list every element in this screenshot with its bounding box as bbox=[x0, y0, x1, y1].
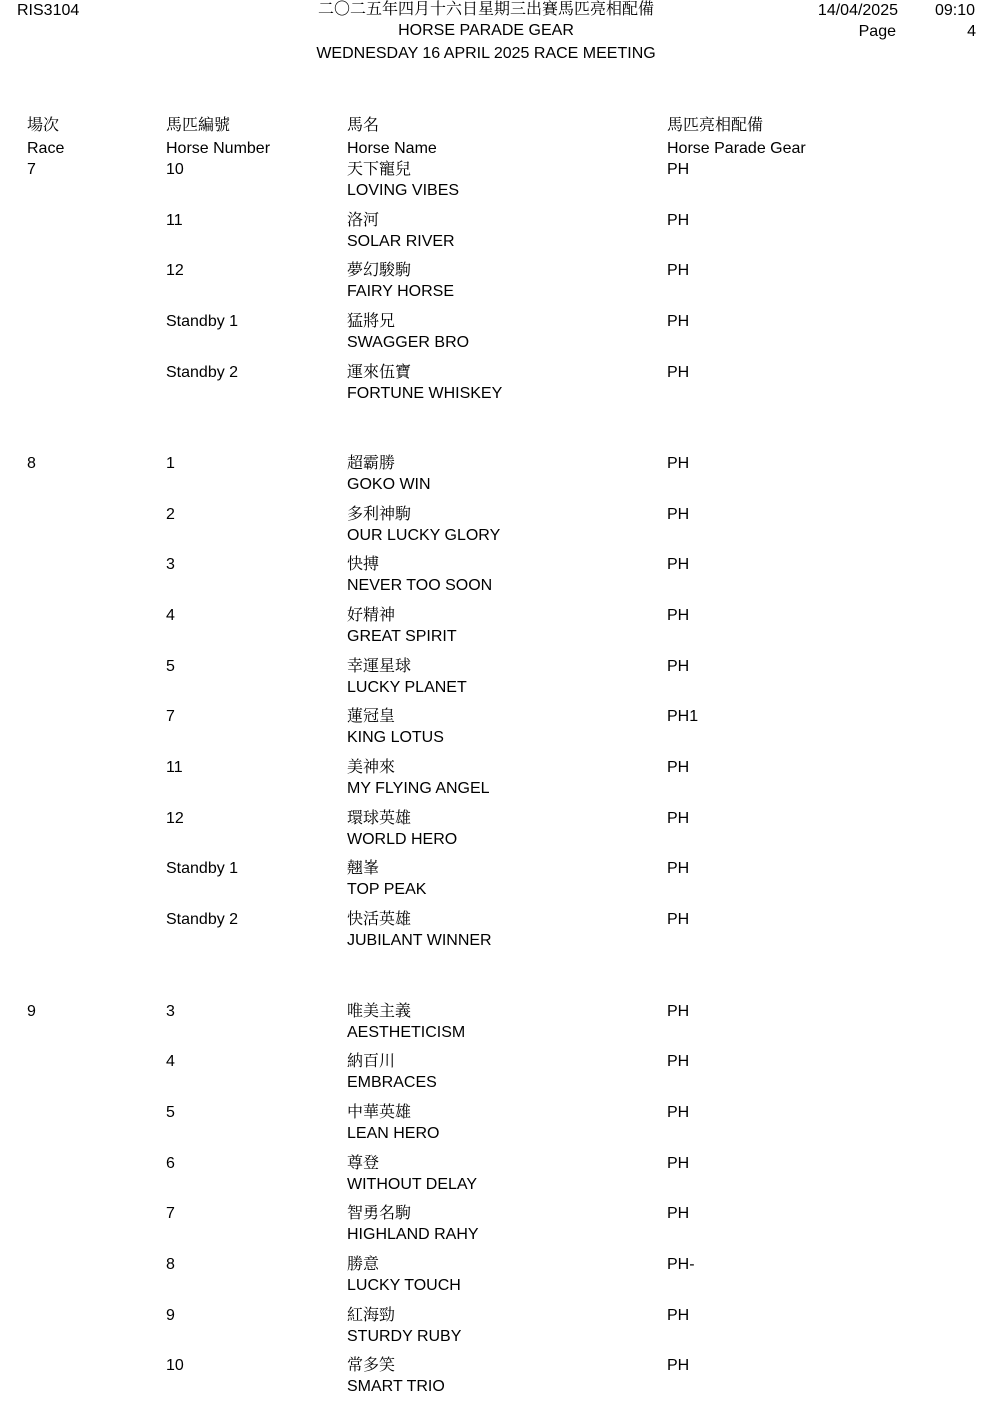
entry-row bbox=[0, 1204, 1000, 1246]
entry-row bbox=[0, 1306, 1000, 1348]
horse-name-english: LEAN HERO bbox=[347, 1125, 440, 1142]
horse-number: 6 bbox=[166, 1155, 175, 1172]
entry-row bbox=[0, 809, 1000, 851]
page-label: Page bbox=[858, 23, 896, 40]
report-code: RIS3104 bbox=[17, 2, 80, 19]
horse-number: 2 bbox=[166, 506, 175, 523]
print-time: 09:10 bbox=[934, 2, 975, 19]
entry-row bbox=[0, 606, 1000, 648]
meeting-subtitle: WEDNESDAY 16 APRIL 2025 RACE MEETING bbox=[316, 45, 656, 62]
horse-number: 7 bbox=[166, 708, 175, 725]
entry-row bbox=[0, 758, 1000, 800]
race-header: Race bbox=[27, 140, 65, 157]
horse-name-chinese: 智勇名駒 bbox=[347, 1205, 412, 1222]
horse-name-header: Horse Name bbox=[347, 140, 437, 157]
horse-name-chinese: 蓮冠皇 bbox=[347, 708, 396, 725]
parade-gear: PH bbox=[667, 810, 690, 827]
entry-row bbox=[0, 1103, 1000, 1145]
horse-name-chinese: 超霸勝 bbox=[347, 455, 396, 472]
horse-name-chinese: 唯美主義 bbox=[347, 1003, 412, 1020]
horse-number: 9 bbox=[166, 1307, 175, 1324]
horse-name-english: GOKO WIN bbox=[347, 476, 431, 493]
parade-gear: PH bbox=[667, 658, 690, 675]
parade-gear: PH bbox=[667, 212, 690, 229]
parade-gear: PH bbox=[667, 161, 690, 178]
parade-gear: PH bbox=[667, 455, 690, 472]
horse-name-chinese: 尊登 bbox=[347, 1155, 380, 1172]
horse-name-chinese: 中華英雄 bbox=[347, 1104, 412, 1121]
horse-name-english: STURDY RUBY bbox=[347, 1328, 462, 1345]
parade-gear: PH bbox=[667, 1053, 690, 1070]
horse-number: 4 bbox=[166, 607, 175, 624]
entry-row bbox=[0, 859, 1000, 901]
horse-name-chinese: 夢幻駿駒 bbox=[347, 262, 412, 279]
horse-name-english: LUCKY PLANET bbox=[347, 679, 467, 696]
parade-gear: PH bbox=[667, 911, 690, 928]
entry-row bbox=[0, 211, 1000, 253]
entry-row bbox=[0, 1154, 1000, 1196]
parade-gear: PH bbox=[667, 1003, 690, 1020]
horse-number: Standby 2 bbox=[166, 911, 239, 928]
parade-gear: PH bbox=[667, 556, 690, 573]
horse-name-english: LUCKY TOUCH bbox=[347, 1277, 461, 1294]
horse-name-chinese: 運來伍寶 bbox=[347, 364, 412, 381]
horse-name-chinese: 美神來 bbox=[347, 759, 396, 776]
horse-number: 5 bbox=[166, 658, 175, 675]
horse-number-header: Horse Number bbox=[166, 140, 271, 157]
horse-number: 8 bbox=[166, 1256, 175, 1273]
horse-number: 7 bbox=[166, 1205, 175, 1222]
horse-name-chinese: 納百川 bbox=[347, 1053, 396, 1070]
horse-name-english: AESTHETICISM bbox=[347, 1024, 466, 1041]
horse-name-english: OUR LUCKY GLORY bbox=[347, 527, 501, 544]
horse-number: Standby 1 bbox=[166, 860, 239, 877]
horse-name-chinese: 天下寵兒 bbox=[347, 161, 412, 178]
horse-name-english: KING LOTUS bbox=[347, 729, 444, 746]
horse-name-english: NEVER TOO SOON bbox=[347, 577, 493, 594]
entry-row bbox=[0, 454, 1000, 496]
horse-number: Standby 2 bbox=[166, 364, 239, 381]
horse-name-english: GREAT SPIRIT bbox=[347, 628, 457, 645]
horse-name-english: SOLAR RIVER bbox=[347, 233, 455, 250]
print-date: 14/04/2025 bbox=[817, 2, 898, 19]
horse-number: 12 bbox=[166, 262, 184, 279]
horse-name-chinese: 常多笑 bbox=[347, 1357, 396, 1374]
parade-gear: PH bbox=[667, 262, 690, 279]
race-number: 7 bbox=[27, 161, 36, 178]
entry-row bbox=[0, 363, 1000, 405]
entry-row bbox=[0, 1255, 1000, 1297]
horse-name-english: MY FLYING ANGEL bbox=[347, 780, 490, 797]
parade-gear: PH bbox=[667, 1205, 690, 1222]
horse-name-english: WORLD HERO bbox=[347, 831, 458, 848]
horse-number: 1 bbox=[166, 455, 175, 472]
entry-row bbox=[0, 555, 1000, 597]
horse-name-chinese: 快活英雄 bbox=[347, 911, 412, 928]
entry-row bbox=[0, 160, 1000, 202]
entry-row bbox=[0, 1002, 1000, 1044]
entry-row bbox=[0, 1356, 1000, 1398]
horse-name-english: FAIRY HORSE bbox=[347, 283, 454, 300]
horse-name-english: LOVING VIBES bbox=[347, 182, 460, 199]
horse-number: 3 bbox=[166, 556, 175, 573]
entry-row bbox=[0, 261, 1000, 303]
entry-row bbox=[0, 657, 1000, 699]
horse-name-chinese: 翹峯 bbox=[347, 860, 380, 877]
horse-name-chinese: 猛將兄 bbox=[347, 313, 396, 330]
horse-name-english: TOP PEAK bbox=[347, 881, 427, 898]
race-number: 8 bbox=[27, 455, 36, 472]
parade-gear: PH bbox=[667, 506, 690, 523]
horse-name-english: SMART TRIO bbox=[347, 1378, 445, 1395]
horse-name-chinese: 紅海勁 bbox=[347, 1307, 396, 1324]
horse-name-header-chinese: 馬名 bbox=[347, 117, 380, 134]
race-header-chinese: 場次 bbox=[27, 117, 60, 134]
horse-name-chinese: 洛河 bbox=[347, 212, 380, 229]
horse-name-chinese: 勝意 bbox=[347, 1256, 380, 1273]
entry-row bbox=[0, 505, 1000, 547]
horse-number: 11 bbox=[166, 759, 183, 776]
horse-number: 5 bbox=[166, 1104, 175, 1121]
parade-gear: PH bbox=[667, 607, 690, 624]
parade-gear: PH bbox=[667, 313, 690, 330]
parade-gear: PH bbox=[667, 364, 690, 381]
horse-name-english: EMBRACES bbox=[347, 1074, 437, 1091]
horse-number: 4 bbox=[166, 1053, 175, 1070]
entry-row bbox=[0, 707, 1000, 749]
parade-gear: PH bbox=[667, 860, 690, 877]
entry-row bbox=[0, 1052, 1000, 1094]
horse-name-english: WITHOUT DELAY bbox=[347, 1176, 478, 1193]
horse-name-chinese: 多利神駒 bbox=[347, 506, 412, 523]
horse-number: 3 bbox=[166, 1003, 175, 1020]
horse-name-chinese: 環球英雄 bbox=[347, 810, 412, 827]
horse-number: 12 bbox=[166, 810, 184, 827]
parade-gear: PH bbox=[667, 1307, 690, 1324]
parade-gear: PH bbox=[667, 1155, 690, 1172]
horse-name-english: JUBILANT WINNER bbox=[347, 932, 492, 949]
horse-name-english: HIGHLAND RAHY bbox=[347, 1226, 479, 1243]
parade-gear: PH bbox=[667, 1104, 690, 1121]
parade-gear: PH1 bbox=[667, 708, 699, 725]
horse-number-header-chinese: 馬匹編號 bbox=[166, 117, 231, 134]
horse-number: Standby 1 bbox=[166, 313, 239, 330]
parade-gear-header: Horse Parade Gear bbox=[667, 140, 806, 157]
horse-name-english: FORTUNE WHISKEY bbox=[347, 385, 503, 402]
entry-row bbox=[0, 910, 1000, 952]
horse-number: 10 bbox=[166, 1357, 184, 1374]
title-english: HORSE PARADE GEAR bbox=[398, 22, 574, 39]
entry-row bbox=[0, 312, 1000, 354]
race-number: 9 bbox=[27, 1003, 36, 1020]
horse-name-chinese: 幸運星球 bbox=[347, 658, 412, 675]
horse-name-chinese: 好精神 bbox=[347, 607, 396, 624]
horse-name-chinese: 快搏 bbox=[347, 556, 380, 573]
horse-name-english: SWAGGER BRO bbox=[347, 334, 470, 351]
parade-gear-header-chinese: 馬匹亮相配備 bbox=[667, 117, 764, 134]
parade-gear: PH- bbox=[667, 1256, 695, 1273]
horse-number: 11 bbox=[166, 212, 183, 229]
parade-gear: PH bbox=[667, 759, 690, 776]
title-chinese: 二〇二五年四月十六日星期三出賽馬匹亮相配備 bbox=[317, 1, 654, 18]
horse-number: 10 bbox=[166, 161, 184, 178]
parade-gear: PH bbox=[667, 1357, 690, 1374]
page-number: 4 bbox=[967, 23, 976, 40]
